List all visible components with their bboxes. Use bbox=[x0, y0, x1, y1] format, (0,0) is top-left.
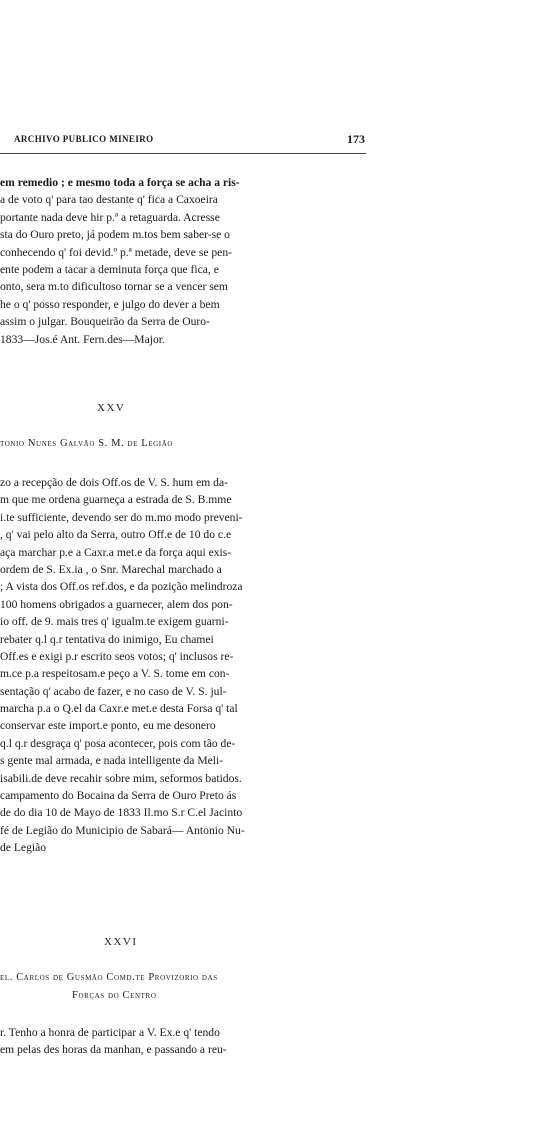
text-line: a de voto q' para tao destante q' fica a Caxoeira bbox=[0, 193, 218, 207]
text-line: sentação q' acabo de fazer, e no caso de V. S. jul- bbox=[0, 684, 227, 698]
text-line: conservar este import.e ponto, eu me desonero bbox=[0, 719, 216, 733]
text-line: conhecendo q' foi devid.º p.ª metade, deve se pen- bbox=[0, 245, 232, 259]
text-line: em remedio ; e mesmo toda a força se acha a ris- bbox=[0, 176, 240, 189]
text-line: s gente mal armada, e nada intelligente da Meli- bbox=[0, 754, 224, 768]
text-line: zo a recepção de dois Off.os de V. S. hum em da- bbox=[0, 476, 228, 489]
text-line: aça marchar p.e a Caxr.a met.e da força aqui exis- bbox=[0, 545, 232, 559]
text-line: isabili.de deve recahir sobre mim, seformos batidos. bbox=[0, 771, 242, 785]
text-line: ente podem a tacar a deminuta força que fica, e bbox=[0, 262, 219, 276]
text-line: r. Tenho a honra de participar a V. Ex.e q' tendo bbox=[0, 1026, 220, 1039]
text-line: 1833—Jos.é Ant. Fern.des—Major. bbox=[0, 332, 165, 346]
section-numeral-xxvi: XXVI bbox=[104, 936, 138, 948]
section-heading-xxvi-line2: Forças do Centro bbox=[72, 990, 157, 1001]
text-line: io off. de 9. mais tres q' igualm.te exigem guarni- bbox=[0, 615, 229, 629]
text-line: assim o julgar. Bouqueirão da Serra de Ouro- bbox=[0, 315, 210, 329]
header-rule bbox=[0, 153, 366, 154]
text-line: i.te sufficiente, devendo ser do m.mo modo preveni- bbox=[0, 510, 243, 524]
text-line: campamento do Bocaina da Serra de Ouro Preto ás bbox=[0, 789, 237, 803]
text-line: q.l q.r desgraça q' posa acontecer, pois com tão de- bbox=[0, 736, 236, 750]
text-line: fé de Legião do Municipio de Sabará— Antonio Nu- bbox=[0, 823, 245, 837]
text-line: marcha p.a o Q.el da Caxr.e met.e desta Forsa q' tal bbox=[0, 702, 238, 716]
letter-xxvi-text bbox=[0, 1024, 420, 1059]
text-line: he o q' posso responder, e julgo do dever a bem bbox=[0, 297, 220, 311]
text-line: 100 homens obrigados a guarnecer, alem dos pon- bbox=[0, 597, 233, 611]
text-line: m.ce p.a respeitosam.e peço a V. S. tome em con- bbox=[0, 667, 230, 681]
page-number: 173 bbox=[347, 132, 365, 146]
section-heading-xxv: tonio Nunes Galvão S. M. de Legião bbox=[0, 438, 174, 449]
section-heading-xxvi: el. Carlos de Gusmão Comd.te Provizorio das bbox=[0, 972, 218, 983]
continued-letter-text bbox=[0, 174, 420, 348]
section-numeral-xxv: XXV bbox=[97, 402, 126, 414]
text-line: onto, sera m.to dificultoso tornar se a vencer sem bbox=[0, 280, 228, 294]
letter-xxv-text bbox=[0, 474, 420, 857]
running-title: ARCHIVO PUBLICO MINEIRO bbox=[14, 134, 154, 144]
text-line: ordem de S. Ex.ia , o Snr. Marechal marchado a bbox=[0, 562, 222, 576]
text-line: de Legião bbox=[0, 841, 47, 855]
text-line: em pelas des horas da manhan, e passando a reu- bbox=[0, 1043, 227, 1057]
text-line: ; A vista dos Off.os ref.dos, e da pozição melindroza bbox=[0, 580, 243, 594]
text-line: , q' vai pelo alto da Serra, outro Off.e de 10 do c.e bbox=[0, 528, 232, 542]
text-line: portante nada deve hir p.ª a retaguarda. Acresse bbox=[0, 210, 220, 224]
text-line: m que me ordena guarneça a estrada de S. B.mme bbox=[0, 493, 232, 507]
text-line: de do dia 10 de Mayo de 1833 Il.mo S.r C.el Jacinto bbox=[0, 806, 243, 820]
text-line: rebater q.l q.r tentativa do inimigo, Eu chamei bbox=[0, 632, 214, 646]
text-line: sta do Ouro preto, já podem m.tos bem saber-se o bbox=[0, 228, 230, 242]
text-line: Off.es e exigi p.r escrito seos votos; q' inclusos re- bbox=[0, 649, 234, 663]
